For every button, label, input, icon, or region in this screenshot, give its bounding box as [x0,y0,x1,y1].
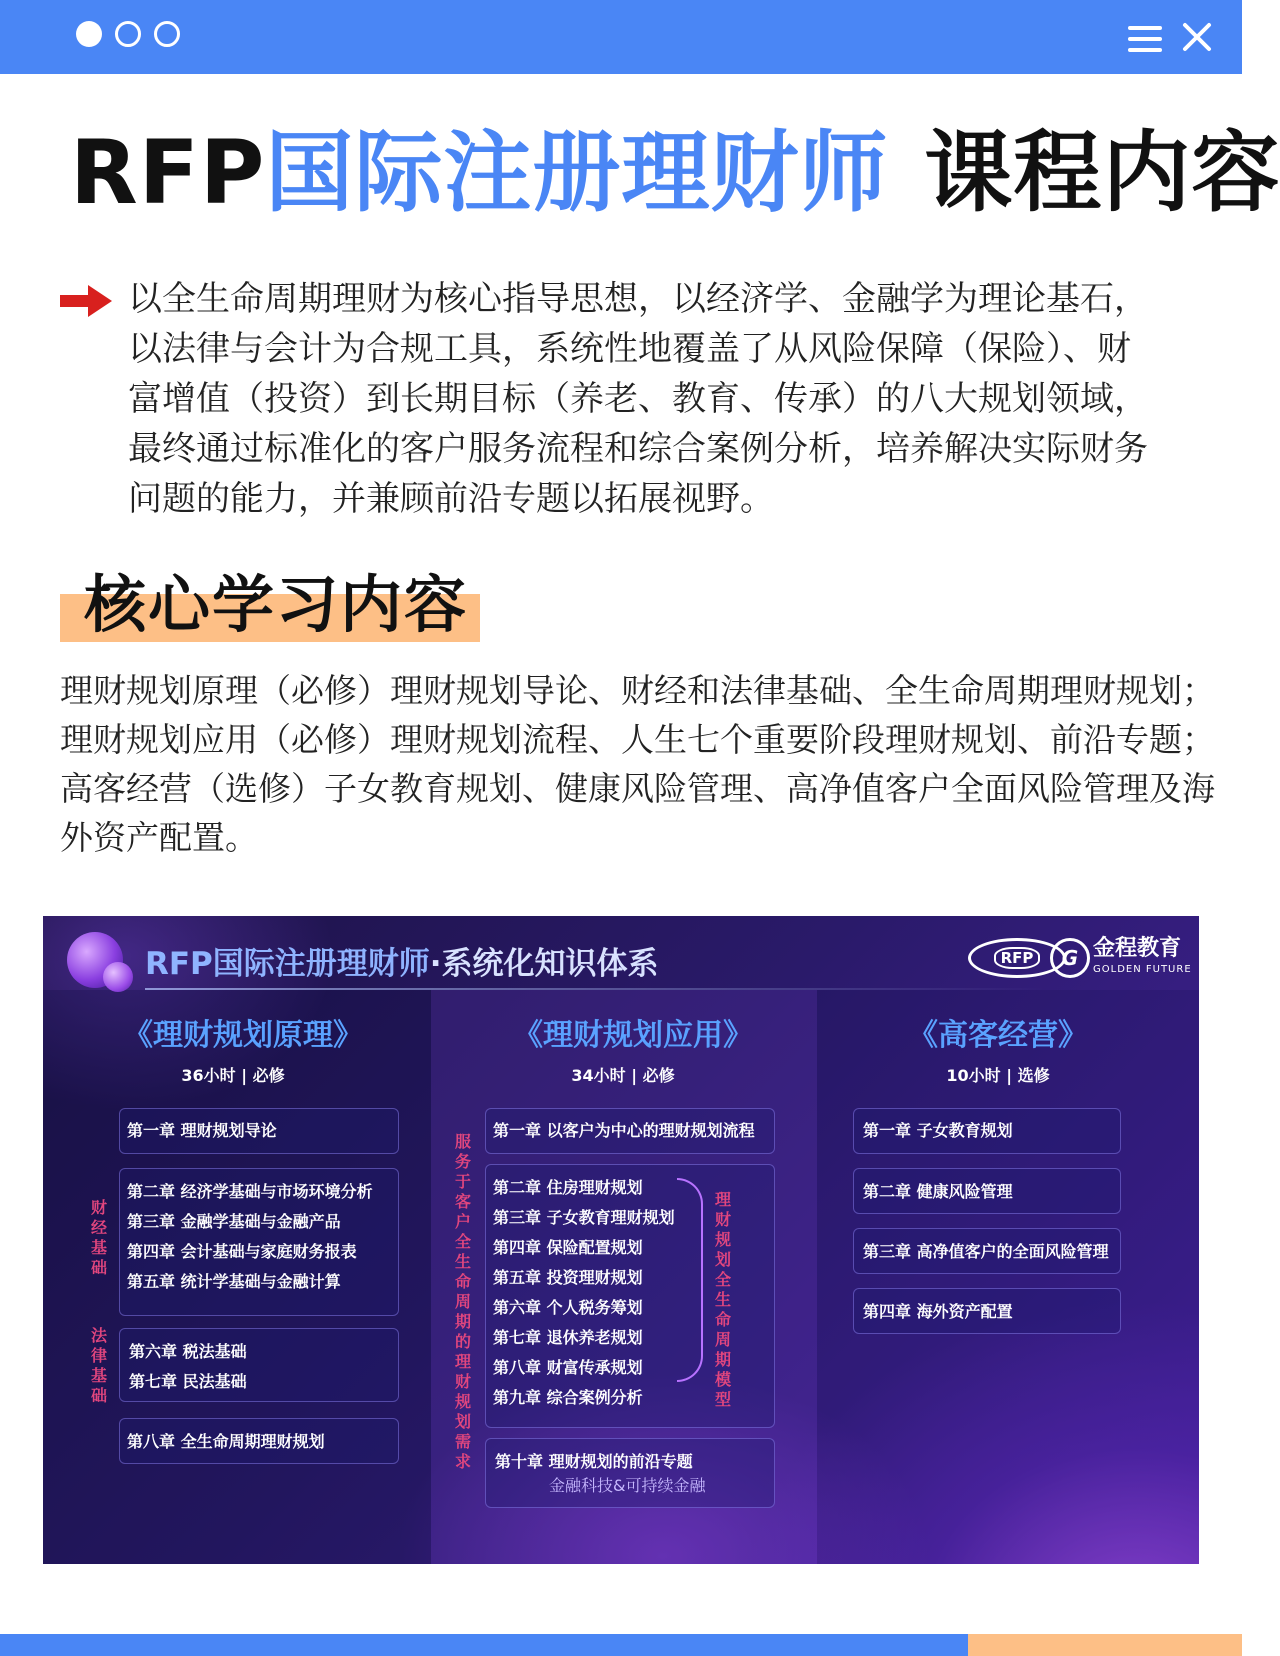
col2-chapter-sub: 金融科技&可持续金融 [549,1476,706,1495]
core-line: 理财规划原理（必修）理财规划导论、财经和法律基础、全生命周期理财规划； [60,671,1215,710]
intro-paragraph [128,274,1208,524]
col1-chapter: 第七章 民法基础 [129,1372,247,1391]
col1-chapter: 第六章 税法基础 [129,1342,247,1361]
core-line: 理财规划应用（必修）理财规划流程、人生七个重要阶段理财规划、前沿专题； [60,720,1215,759]
vertical-label-finance: 财经基础 [90,1198,107,1277]
chapter-box [485,1438,775,1508]
col2-subtitle: 34小时 | 必修 [571,1066,675,1085]
red-arrow-icon [58,283,114,319]
col2-chapter: 第一章 以客户为中心的理财规划流程 [493,1121,755,1140]
brace-icon [677,1178,703,1382]
window-dot-ring[interactable] [115,21,141,47]
title-part-name: 国际注册理财师 [265,121,889,224]
col3-chapter: 第二章 健康风险管理 [863,1182,1013,1201]
col3-chapter: 第三章 高净值客户的全面风险管理 [863,1242,1109,1261]
col2-chapter: 第七章 退休养老规划 [493,1328,643,1347]
hamburger-icon[interactable] [1128,26,1162,52]
intro-line: 富增值（投资）到长期目标（养老、教育、传承）的八大规划领域， [128,379,1148,419]
col2-chapter: 第九章 综合案例分析 [493,1388,643,1407]
orb-decoration-icon [103,962,133,992]
col3-subtitle: 10小时 | 选修 [946,1066,1050,1085]
col3-chapter: 第一章 子女教育规划 [863,1121,1013,1140]
col1-chapter: 第四章 会计基础与家庭财务报表 [127,1242,357,1261]
section-title: 核心学习内容 [84,568,469,641]
page-title [70,118,1280,228]
col2-chapter: 第二章 住房理财规划 [493,1178,643,1197]
core-content [60,666,1235,862]
core-line: 高客经营（选修）子女教育规划、健康风险管理、高净值客户全面风险管理及海 [60,769,1215,808]
col3-title: 《高客经营》 [908,1018,1088,1053]
title-part-course: 课程内容 [924,121,1280,224]
title-divider [145,988,1045,990]
col1-chapter: 第三章 金融学基础与金融产品 [127,1212,341,1231]
poster-title [145,944,659,984]
col3-chapter: 第四章 海外资产配置 [863,1302,1013,1321]
intro-line: 问题的能力，并兼顾前沿专题以拓展视野。 [128,479,774,519]
close-icon[interactable] [1180,20,1214,54]
col2-chapter: 第四章 保险配置规划 [493,1238,643,1257]
col1-chapter: 第八章 全生命周期理财规划 [127,1432,325,1451]
bottom-bar-blue [0,1634,968,1656]
rfp-logo: RFP [968,938,1066,978]
poster-title-brand: RFP国际注册理财师 [145,946,430,982]
col2-chapter: 第十章 理财规划的前沿专题 [495,1452,693,1471]
col2-title: 《理财规划应用》 [513,1018,753,1053]
intro-line: 以法律与会计为合规工具，系统性地覆盖了从风险保障（保险）、财 [128,329,1131,369]
top-bar [0,0,1242,74]
golden-future-en: GOLDEN FUTURE [1093,964,1192,975]
col2-chapter: 第五章 投资理财规划 [493,1268,643,1287]
knowledge-system-poster [43,916,1199,1564]
col1-chapter: 第一章 理财规划导论 [127,1121,277,1140]
title-part-rfp: RFP [70,121,266,224]
col1-title: 《理财规划原理》 [123,1018,363,1053]
window-dot-ring[interactable] [154,21,180,47]
golden-future-name: 金程教育 [1093,936,1182,961]
golden-future-logo-icon: G [1050,938,1090,978]
col1-chapter: 第五章 统计学基础与金融计算 [127,1272,341,1291]
col2-chapter: 第八章 财富传承规划 [493,1358,643,1377]
window-dot-filled[interactable] [76,21,102,47]
vertical-label-model: 理财规划全生命周期模型 [714,1190,731,1409]
poster-title-rest: ·系统化知识体系 [429,946,659,982]
vertical-label-law: 法律基础 [90,1326,107,1405]
vertical-label-service: 服务于客户全生命周期的理财规划需求 [454,1132,471,1471]
col2-chapter: 第三章 子女教育理财规划 [493,1208,675,1227]
intro-line: 以全生命周期理财为核心指导思想，以经济学、金融学为理论基石， [128,279,1148,319]
bottom-bar-orange [968,1634,1242,1656]
col2-chapter: 第六章 个人税务筹划 [493,1298,643,1317]
col1-chapter: 第二章 经济学基础与市场环境分析 [127,1182,373,1201]
intro-line: 最终通过标准化的客户服务流程和综合案例分析，培养解决实际财务 [128,429,1148,469]
col1-subtitle: 36小时 | 必修 [181,1066,285,1085]
core-line: 外资产配置。 [60,818,258,857]
